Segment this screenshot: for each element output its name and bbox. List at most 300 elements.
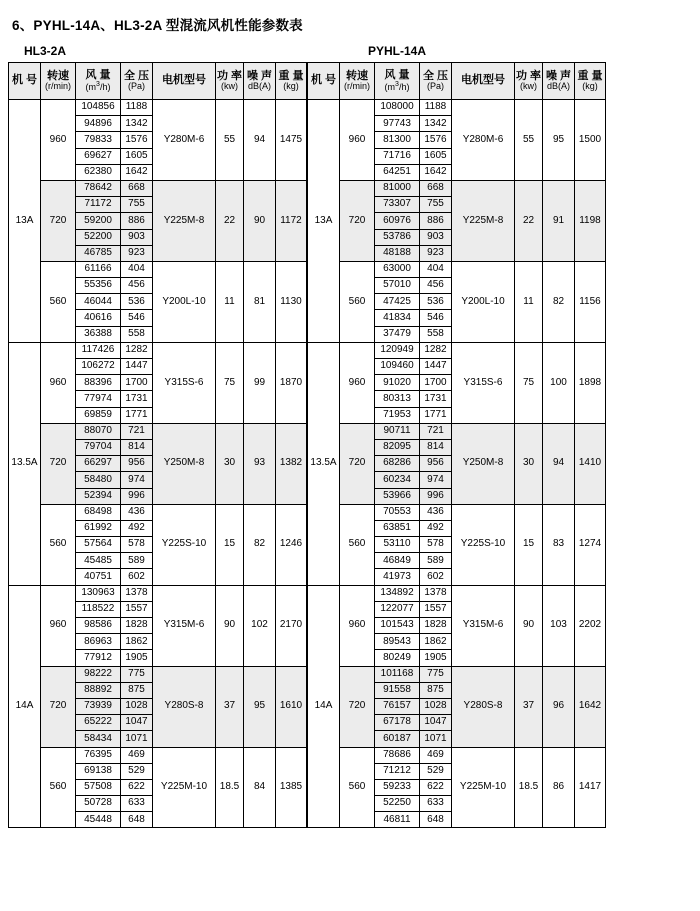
flow-cell: 117426 (76, 342, 121, 358)
motor-model-cell: Y280M-6 (452, 100, 515, 181)
pressure-cell: 668 (121, 180, 153, 196)
speed-cell: 720 (340, 180, 375, 261)
flow-cell: 108000 (375, 100, 420, 116)
flow-cell: 60976 (375, 213, 420, 229)
table-row (9, 180, 307, 196)
flow-cell: 101543 (375, 618, 420, 634)
pressure-cell: 648 (121, 812, 153, 828)
flow-cell: 47425 (375, 294, 420, 310)
speed-cell: 960 (340, 585, 375, 666)
flow-cell: 59233 (375, 779, 420, 795)
weight-cell: 1385 (276, 747, 307, 828)
pressure-cell: 755 (121, 197, 153, 213)
speed-cell: 960 (41, 585, 76, 666)
pressure-cell: 814 (420, 439, 452, 455)
power-cell: 22 (216, 180, 244, 261)
pressure-cell: 589 (121, 553, 153, 569)
pressure-cell: 1700 (121, 375, 153, 391)
noise-cell: 90 (244, 180, 276, 261)
power-cell: 37 (216, 666, 244, 747)
speed-cell: 720 (340, 666, 375, 747)
pressure-cell: 1642 (121, 164, 153, 180)
flow-cell: 57508 (76, 779, 121, 795)
pressure-cell: 1828 (121, 618, 153, 634)
weight-cell: 1642 (575, 666, 606, 747)
pressure-cell: 1071 (420, 731, 452, 747)
pressure-cell: 536 (420, 294, 452, 310)
motor-model-cell: Y225M-10 (153, 747, 216, 828)
pressure-cell: 1557 (121, 601, 153, 617)
pressure-cell: 404 (121, 261, 153, 277)
col-machine-no: 机 号 (9, 63, 41, 100)
weight-cell: 1382 (276, 423, 307, 504)
pressure-cell: 1447 (420, 359, 452, 375)
noise-cell: 94 (244, 100, 276, 181)
table-row (9, 585, 307, 601)
pressure-cell: 1828 (420, 618, 452, 634)
pressure-cell: 578 (121, 537, 153, 553)
flow-cell: 53786 (375, 229, 420, 245)
pressure-cell: 1047 (420, 715, 452, 731)
motor-model-cell: Y315S-6 (153, 342, 216, 423)
weight-cell: 2170 (276, 585, 307, 666)
noise-cell: 82 (543, 261, 575, 342)
flow-cell: 65222 (76, 715, 121, 731)
pressure-cell: 996 (121, 488, 153, 504)
flow-cell: 76395 (76, 747, 121, 763)
col-weight: 重 量 (kg) (575, 63, 606, 100)
col-machine-no: 机 号 (308, 63, 340, 100)
pressure-cell: 1731 (420, 391, 452, 407)
motor-model-cell: Y250M-8 (153, 423, 216, 504)
power-cell: 22 (515, 180, 543, 261)
speed-cell: 560 (340, 261, 375, 342)
pressure-cell: 1862 (420, 634, 452, 650)
pressure-cell: 456 (420, 278, 452, 294)
weight-cell: 1610 (276, 666, 307, 747)
subtitle-left: HL3-2A (24, 44, 67, 58)
pressure-cell: 1028 (420, 698, 452, 714)
flow-cell: 46811 (375, 812, 420, 828)
noise-cell: 94 (543, 423, 575, 504)
power-cell: 90 (515, 585, 543, 666)
pressure-cell: 974 (420, 472, 452, 488)
noise-cell: 102 (244, 585, 276, 666)
subtitle-right: PYHL-14A (368, 44, 427, 58)
col-weight: 重 量 (kg) (276, 63, 307, 100)
table-row (9, 261, 307, 277)
flow-cell: 81000 (375, 180, 420, 196)
fan-table-left (8, 62, 307, 828)
flow-cell: 64251 (375, 164, 420, 180)
flow-cell: 63851 (375, 520, 420, 536)
flow-cell: 73939 (76, 698, 121, 714)
pressure-cell: 886 (121, 213, 153, 229)
col-flow: 风 量 $(m^3/h)$ (375, 63, 420, 100)
flow-cell: 58480 (76, 472, 121, 488)
pressure-cell: 536 (121, 294, 153, 310)
flow-cell: 48188 (375, 245, 420, 261)
pressure-cell: 1447 (121, 359, 153, 375)
speed-cell: 560 (41, 261, 76, 342)
flow-cell: 61992 (76, 520, 121, 536)
pressure-cell: 622 (121, 779, 153, 795)
col-motor-model: 电机型号 (452, 63, 515, 100)
flow-cell: 66297 (76, 456, 121, 472)
motor-model-cell: Y250M-8 (452, 423, 515, 504)
pressure-cell: 1771 (121, 407, 153, 423)
pressure-cell: 1188 (420, 100, 452, 116)
noise-cell: 91 (543, 180, 575, 261)
weight-cell: 1156 (575, 261, 606, 342)
flow-cell: 71212 (375, 763, 420, 779)
flow-cell: 46044 (76, 294, 121, 310)
speed-cell: 560 (41, 504, 76, 585)
col-speed: 转速 (r/min) (340, 63, 375, 100)
table-row (9, 423, 307, 439)
noise-cell: 93 (244, 423, 276, 504)
flow-cell: 71953 (375, 407, 420, 423)
pressure-cell: 1905 (420, 650, 452, 666)
flow-cell: 57010 (375, 278, 420, 294)
noise-cell: 95 (244, 666, 276, 747)
flow-cell: 68498 (76, 504, 121, 520)
motor-model-cell: Y280S-8 (153, 666, 216, 747)
noise-cell: 82 (244, 504, 276, 585)
pressure-cell: 923 (121, 245, 153, 261)
motor-model-cell: Y225S-10 (452, 504, 515, 585)
machine-no-cell: 13A (9, 100, 41, 343)
flow-cell: 80249 (375, 650, 420, 666)
flow-cell: 63000 (375, 261, 420, 277)
flow-cell: 69627 (76, 148, 121, 164)
flow-cell: 53966 (375, 488, 420, 504)
power-cell: 18.5 (216, 747, 244, 828)
table-subtitles (8, 44, 692, 62)
flow-cell: 50728 (76, 796, 121, 812)
motor-model-cell: Y280S-8 (452, 666, 515, 747)
motor-model-cell: Y315M-6 (153, 585, 216, 666)
pressure-cell: 1700 (420, 375, 452, 391)
weight-cell: 1274 (575, 504, 606, 585)
motor-model-cell: Y280M-6 (153, 100, 216, 181)
motor-model-cell: Y225S-10 (153, 504, 216, 585)
flow-cell: 45448 (76, 812, 121, 828)
table-row (308, 747, 606, 763)
flow-cell: 88892 (76, 682, 121, 698)
motor-model-cell: Y315M-6 (452, 585, 515, 666)
col-flow: 风 量 $(m^3/h)$ (76, 63, 121, 100)
speed-cell: 720 (41, 180, 76, 261)
flow-cell: 40751 (76, 569, 121, 585)
table-row (308, 100, 606, 116)
power-cell: 15 (515, 504, 543, 585)
machine-no-cell: 14A (9, 585, 41, 828)
noise-cell: 86 (543, 747, 575, 828)
speed-cell: 720 (41, 666, 76, 747)
flow-cell: 101168 (375, 666, 420, 682)
col-power: 功 率 (kw) (216, 63, 244, 100)
power-cell: 18.5 (515, 747, 543, 828)
table-row (308, 423, 606, 439)
pressure-cell: 602 (420, 569, 452, 585)
speed-cell: 960 (41, 342, 76, 423)
flow-cell: 118522 (76, 601, 121, 617)
pressure-cell: 558 (121, 326, 153, 342)
flow-cell: 67178 (375, 715, 420, 731)
fan-performance-tables (8, 62, 692, 828)
weight-cell: 1246 (276, 504, 307, 585)
flow-cell: 98586 (76, 618, 121, 634)
flow-cell: 37479 (375, 326, 420, 342)
pressure-cell: 589 (420, 553, 452, 569)
flow-cell: 91558 (375, 682, 420, 698)
noise-cell: 84 (244, 747, 276, 828)
flow-cell: 79833 (76, 132, 121, 148)
col-pressure: 全 压 (Pa) (121, 63, 153, 100)
pressure-cell: 1342 (420, 116, 452, 132)
pressure-cell: 622 (420, 779, 452, 795)
motor-model-cell: Y225M-8 (153, 180, 216, 261)
power-cell: 15 (216, 504, 244, 585)
flow-cell: 70553 (375, 504, 420, 520)
pressure-cell: 1378 (121, 585, 153, 601)
flow-cell: 46785 (76, 245, 121, 261)
pressure-cell: 1028 (121, 698, 153, 714)
speed-cell: 560 (340, 504, 375, 585)
pressure-cell: 1188 (121, 100, 153, 116)
pressure-cell: 456 (121, 278, 153, 294)
speed-cell: 560 (41, 747, 76, 828)
pressure-cell: 469 (420, 747, 452, 763)
flow-cell: 52250 (375, 796, 420, 812)
flow-cell: 122077 (375, 601, 420, 617)
pressure-cell: 996 (420, 488, 452, 504)
pressure-cell: 633 (121, 796, 153, 812)
power-cell: 11 (216, 261, 244, 342)
pressure-cell: 1905 (121, 650, 153, 666)
weight-cell: 1870 (276, 342, 307, 423)
pressure-cell: 648 (420, 812, 452, 828)
flow-cell: 71172 (76, 197, 121, 213)
flow-cell: 73307 (375, 197, 420, 213)
pressure-cell: 875 (420, 682, 452, 698)
pressure-cell: 1642 (420, 164, 452, 180)
pressure-cell: 903 (420, 229, 452, 245)
power-cell: 30 (515, 423, 543, 504)
noise-cell: 81 (244, 261, 276, 342)
flow-cell: 78642 (76, 180, 121, 196)
flow-cell: 60234 (375, 472, 420, 488)
pressure-cell: 814 (121, 439, 153, 455)
motor-model-cell: Y225M-8 (452, 180, 515, 261)
pressure-cell: 886 (420, 213, 452, 229)
flow-cell: 82095 (375, 439, 420, 455)
flow-cell: 81300 (375, 132, 420, 148)
weight-cell: 1500 (575, 100, 606, 181)
noise-cell: 103 (543, 585, 575, 666)
pressure-cell: 1605 (420, 148, 452, 164)
motor-model-cell: Y225M-10 (452, 747, 515, 828)
pressure-cell: 1047 (121, 715, 153, 731)
flow-cell: 59200 (76, 213, 121, 229)
table-row (308, 342, 606, 358)
pressure-cell: 875 (121, 682, 153, 698)
flow-cell: 98222 (76, 666, 121, 682)
table-row (9, 100, 307, 116)
pressure-cell: 1378 (420, 585, 452, 601)
weight-cell: 1130 (276, 261, 307, 342)
flow-cell: 77974 (76, 391, 121, 407)
motor-model-cell: Y200L-10 (452, 261, 515, 342)
flow-cell: 52394 (76, 488, 121, 504)
flow-cell: 41973 (375, 569, 420, 585)
pressure-cell: 1862 (121, 634, 153, 650)
flow-cell: 104856 (76, 100, 121, 116)
flow-cell: 62380 (76, 164, 121, 180)
power-cell: 75 (515, 342, 543, 423)
weight-cell: 1410 (575, 423, 606, 504)
pressure-cell: 775 (121, 666, 153, 682)
flow-cell: 88070 (76, 423, 121, 439)
flow-cell: 89543 (375, 634, 420, 650)
flow-cell: 53110 (375, 537, 420, 553)
noise-cell: 100 (543, 342, 575, 423)
table-row (9, 747, 307, 763)
weight-cell: 2202 (575, 585, 606, 666)
flow-cell: 41834 (375, 310, 420, 326)
speed-cell: 720 (340, 423, 375, 504)
weight-cell: 1172 (276, 180, 307, 261)
flow-cell: 57564 (76, 537, 121, 553)
flow-cell: 120949 (375, 342, 420, 358)
pressure-cell: 923 (420, 245, 452, 261)
pressure-cell: 529 (420, 763, 452, 779)
table-row (308, 261, 606, 277)
flow-cell: 109460 (375, 359, 420, 375)
power-cell: 55 (216, 100, 244, 181)
flow-cell: 71716 (375, 148, 420, 164)
weight-cell: 1475 (276, 100, 307, 181)
pressure-cell: 1771 (420, 407, 452, 423)
table-row (9, 666, 307, 682)
pressure-cell: 755 (420, 197, 452, 213)
flow-cell: 36388 (76, 326, 121, 342)
flow-cell: 77912 (76, 650, 121, 666)
pressure-cell: 469 (121, 747, 153, 763)
col-pressure: 全 压 (Pa) (420, 63, 452, 100)
machine-no-cell: 13.5A (9, 342, 41, 585)
pressure-cell: 1282 (420, 342, 452, 358)
flow-cell: 106272 (76, 359, 121, 375)
pressure-cell: 1071 (121, 731, 153, 747)
pressure-cell: 558 (420, 326, 452, 342)
pressure-cell: 956 (420, 456, 452, 472)
pressure-cell: 1731 (121, 391, 153, 407)
noise-cell: 95 (543, 100, 575, 181)
speed-cell: 560 (340, 747, 375, 828)
flow-cell: 97743 (375, 116, 420, 132)
pressure-cell: 721 (121, 423, 153, 439)
col-noise: 噪 声 dB(A) (244, 63, 276, 100)
speed-cell: 720 (41, 423, 76, 504)
pressure-cell: 436 (121, 504, 153, 520)
pressure-cell: 578 (420, 537, 452, 553)
page-title: 6、PYHL-14A、HL3-2A 型混流风机性能参数表 (12, 18, 303, 33)
flow-cell: 91020 (375, 375, 420, 391)
table-row (9, 504, 307, 520)
flow-cell: 45485 (76, 553, 121, 569)
pressure-cell: 1576 (121, 132, 153, 148)
power-cell: 11 (515, 261, 543, 342)
flow-cell: 78686 (375, 747, 420, 763)
noise-cell: 96 (543, 666, 575, 747)
pressure-cell: 602 (121, 569, 153, 585)
power-cell: 55 (515, 100, 543, 181)
pressure-cell: 721 (420, 423, 452, 439)
pressure-cell: 492 (121, 520, 153, 536)
power-cell: 37 (515, 666, 543, 747)
motor-model-cell: Y200L-10 (153, 261, 216, 342)
flow-cell: 88396 (76, 375, 121, 391)
flow-cell: 55356 (76, 278, 121, 294)
flow-cell: 69859 (76, 407, 121, 423)
pressure-cell: 404 (420, 261, 452, 277)
flow-cell: 46849 (375, 553, 420, 569)
flow-cell: 80313 (375, 391, 420, 407)
speed-cell: 960 (340, 100, 375, 181)
motor-model-cell: Y315S-6 (452, 342, 515, 423)
pressure-cell: 956 (121, 456, 153, 472)
pressure-cell: 1282 (121, 342, 153, 358)
pressure-cell: 668 (420, 180, 452, 196)
flow-cell: 130963 (76, 585, 121, 601)
speed-cell: 960 (340, 342, 375, 423)
pressure-cell: 546 (121, 310, 153, 326)
machine-no-cell: 13A (308, 100, 340, 343)
flow-cell: 60187 (375, 731, 420, 747)
pressure-cell: 633 (420, 796, 452, 812)
pressure-cell: 1557 (420, 601, 452, 617)
flow-cell: 58434 (76, 731, 121, 747)
table-row (308, 504, 606, 520)
flow-cell: 76157 (375, 698, 420, 714)
flow-cell: 69138 (76, 763, 121, 779)
flow-cell: 86963 (76, 634, 121, 650)
flow-cell: 134892 (375, 585, 420, 601)
pressure-cell: 974 (121, 472, 153, 488)
col-speed: 转速 (r/min) (41, 63, 76, 100)
weight-cell: 1898 (575, 342, 606, 423)
weight-cell: 1417 (575, 747, 606, 828)
pressure-cell: 1576 (420, 132, 452, 148)
flow-cell: 68286 (375, 456, 420, 472)
machine-no-cell: 14A (308, 585, 340, 828)
power-cell: 30 (216, 423, 244, 504)
flow-cell: 90711 (375, 423, 420, 439)
col-motor-model: 电机型号 (153, 63, 216, 100)
table-row (308, 666, 606, 682)
power-cell: 75 (216, 342, 244, 423)
fan-table-right (307, 62, 606, 828)
flow-cell: 40616 (76, 310, 121, 326)
col-noise: 噪 声 dB(A) (543, 63, 575, 100)
machine-no-cell: 13.5A (308, 342, 340, 585)
pressure-cell: 492 (420, 520, 452, 536)
pressure-cell: 775 (420, 666, 452, 682)
pressure-cell: 529 (121, 763, 153, 779)
col-power: 功 率 (kw) (515, 63, 543, 100)
